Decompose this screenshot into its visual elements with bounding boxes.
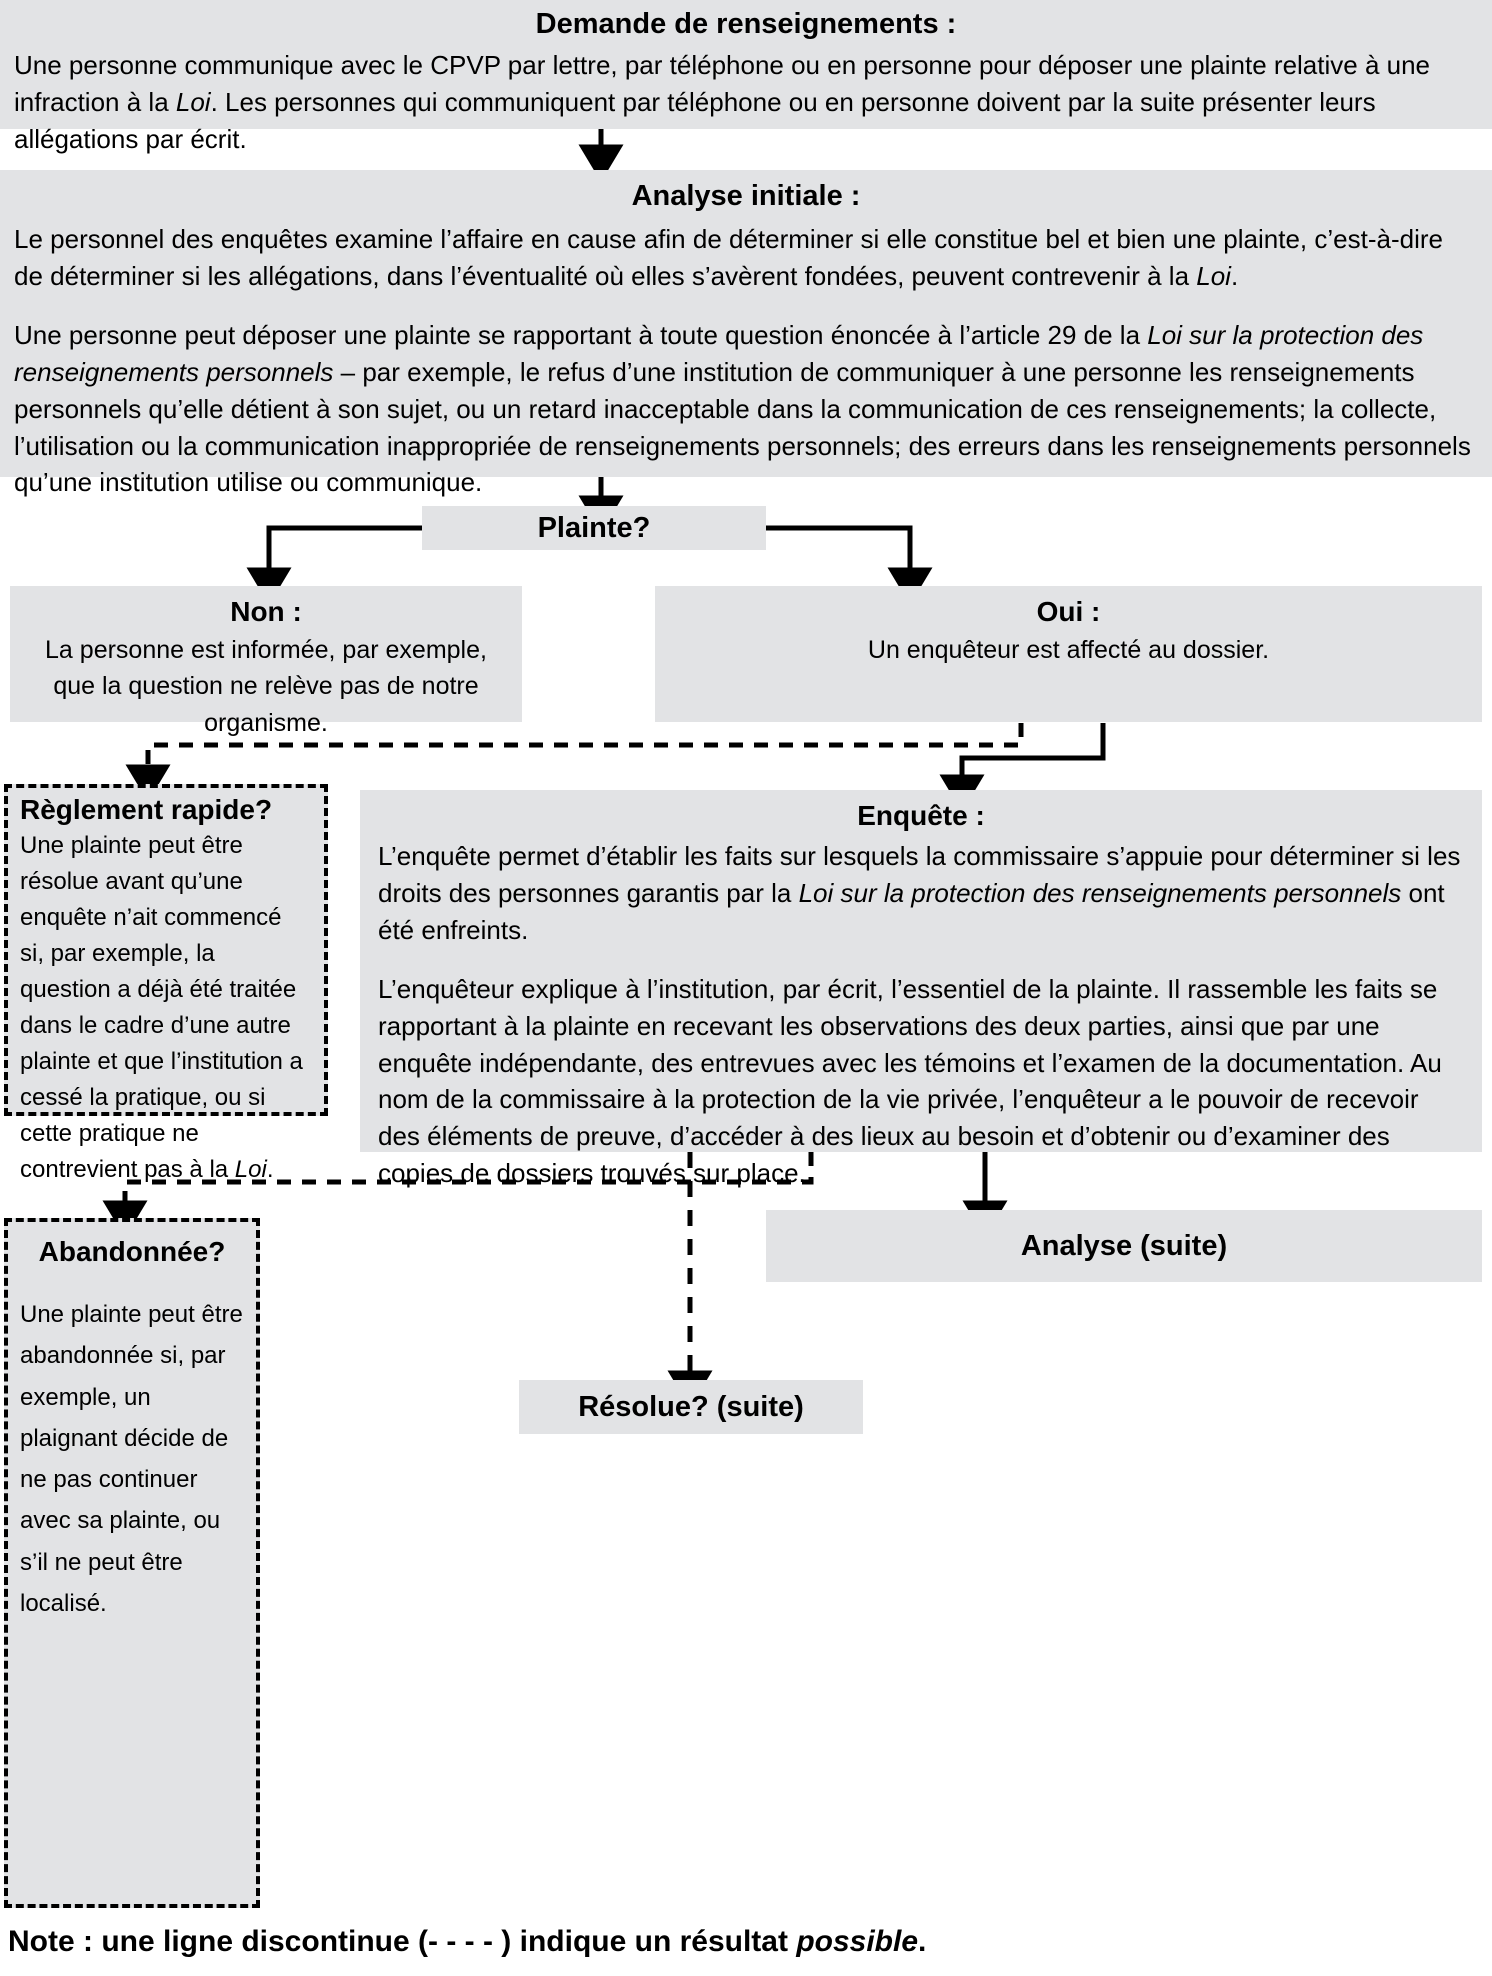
enquete-p1-post: ont été enfreints.	[378, 877, 1445, 945]
plainte-title: Plainte?	[537, 511, 651, 544]
demande-body-line-2-pre: à la	[126, 86, 176, 117]
analyse-suite-title: Analyse (suite)	[1020, 1229, 1228, 1262]
analyse-initiale-title: Analyse initiale :	[631, 180, 861, 212]
analyse-initiale-paragraph-2	[14, 317, 1478, 502]
analyse-p2-italic: Loi sur la protection des renseignements personnels	[14, 319, 1424, 387]
enquete-p1-pre: L’enquête permet d’établir les faits sur lesquels la commissaire s’appuie pour déterminer si les droits des personnes garantis par la	[378, 841, 1461, 908]
demande-body-line-1: Une personne communique avec le CPVP par lettre, par téléphone ou en personne pour déposer une plainte relative à une infraction	[14, 50, 1431, 117]
enquete-p1-italic: Loi sur la protection des renseignements personnels	[798, 877, 1402, 908]
node-demande-de-renseignements	[0, 0, 1492, 154]
reglement-rapide-body-pre: Une plainte peut être résolue avant qu’une enquête n’ait commencé si, par exemple, la question a déjà été traitée dans le cadre d’une autre plainte et que l’institution a cessé la pratique, ou si cette pratique ne contrevient pas à la	[20, 832, 303, 1183]
analyse-p1-post: .	[1230, 260, 1239, 291]
abandonnee-title: Abandonnée?	[38, 1236, 226, 1267]
legend-note	[8, 1925, 926, 1959]
reglement-rapide-body-italic: Loi	[234, 1156, 267, 1183]
oui-body: Un enquêteur est affecté au dossier.	[867, 636, 1270, 664]
demande-title: Demande de renseignements :	[535, 8, 957, 40]
analyse-p2-post: – par exemple, le refus d’une institution de communiquer à une personne les renseignements personnels qu’elle détient à son sujet, ou un retard inacceptable dans la communication de ces renseignements; la collecte, l’utilisation ou la communication inappropriée de renseignements personnels; des erreurs dans les renseignements personnels qu’une institution utilise ou communique.	[14, 356, 1471, 498]
reglement-rapide-title: Règlement rapide?	[20, 794, 273, 825]
reglement-rapide-body	[20, 828, 312, 1188]
analyse-p1-italic: Loi	[1196, 260, 1231, 291]
node-resolue-suite	[519, 1380, 863, 1434]
non-title: Non :	[230, 596, 302, 627]
demande-body-line-2-post: . Les personnes qui communiquent par téléphone ou en personne doivent par la suite présenter leurs allégations par écrit.	[14, 86, 1376, 154]
legend-note-prefix: Note : une ligne discontinue (- - - - ) indique un résultat	[8, 1925, 797, 1958]
resolue-suite-title: Résolue? (suite)	[578, 1390, 804, 1423]
oui-title: Oui :	[1036, 596, 1101, 627]
analyse-initiale-paragraph-1	[14, 221, 1478, 295]
node-reglement-rapide	[4, 784, 328, 1183]
node-enquete	[360, 790, 1482, 1189]
reglement-rapide-body-post: .	[266, 1156, 274, 1183]
legend-note-suffix: .	[918, 1925, 927, 1958]
demande-body	[14, 47, 1478, 158]
analyse-p1-pre: Le personnel des enquêtes examine l’affaire en cause afin de déterminer si elle constitue bel et bien une plainte, c’est-à-dire de déterminer si les allégations, dans l’éventualité où elles s’avèrent fondées, peuvent contrevenir à la	[14, 224, 1443, 291]
demande-body-line-2-italic: Loi	[175, 86, 211, 117]
node-plainte-decision	[422, 506, 766, 550]
node-non-branch	[10, 586, 522, 737]
connector-plainte-to-non	[269, 528, 422, 575]
enquete-title: Enquête :	[857, 800, 985, 831]
node-abandonnee	[4, 1218, 260, 1908]
enquete-paragraph-1	[378, 838, 1464, 949]
legend-note-italic: possible	[796, 1925, 919, 1958]
analyse-p2-pre: Une personne peut déposer une plainte se rapportant à toute question énoncée à l’article 29 de la	[14, 319, 1148, 350]
node-oui-branch	[655, 586, 1482, 722]
connector-plainte-to-oui	[766, 528, 910, 575]
node-analyse-suite	[766, 1210, 1482, 1282]
enquete-paragraph-2: L’enquêteur explique à l’institution, par écrit, l’essentiel de la plainte. Il rassemble les faits se rapportant à la plainte en recevant les observations des deux parties, ainsi que par une enquête indépendante, des entrevues avec les témoins et l’examen de la documentation. Au nom de la commissaire à la protection de la vie privée, l’enquêteur a le pouvoir de recevoir des éléments de preuve, d’accéder à des lieux au besoin et d’obtenir ou d’examiner des copies de dossiers trouvés sur place.	[378, 973, 1442, 1189]
node-analyse-initiale	[0, 170, 1492, 498]
connector-oui-to-enquete	[962, 723, 1103, 782]
abandonnee-body: Une plainte peut être abandonnée si, par exemple, un plaignant décide de ne pas continuer avec sa plainte, ou s’il ne peut être localisé.	[20, 1301, 243, 1617]
non-body: La personne est informée, par exemple, que la question ne relève pas de notre organisme.	[45, 636, 487, 737]
